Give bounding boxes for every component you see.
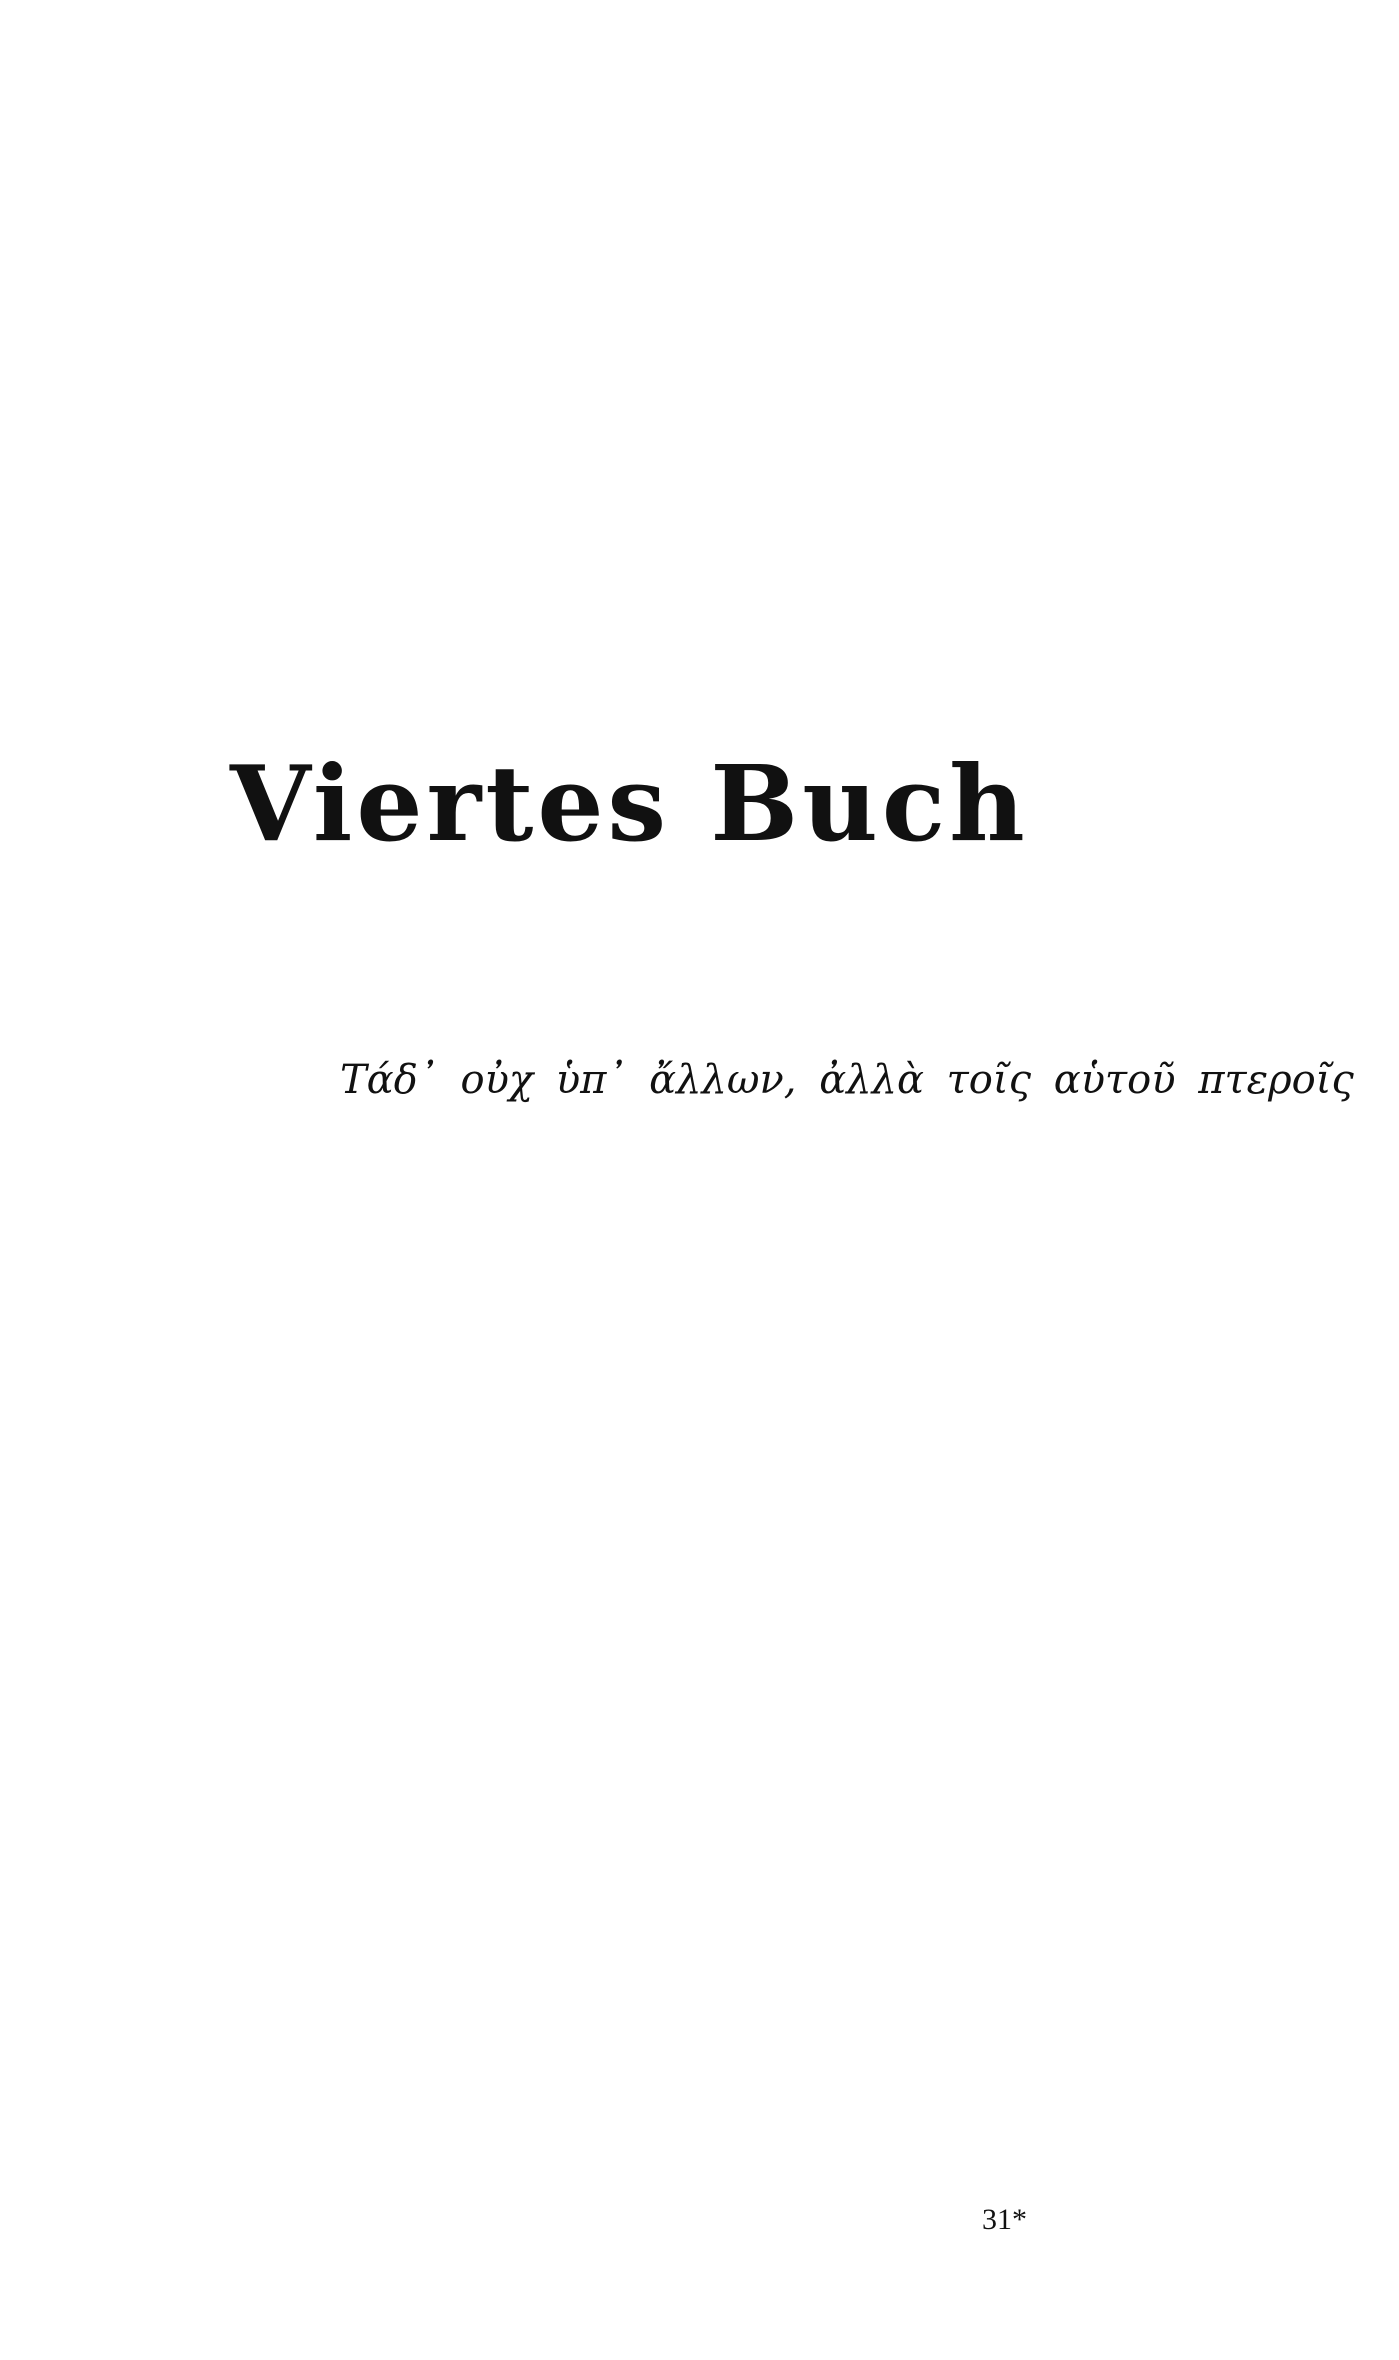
page-number: 31*	[982, 2203, 1027, 2236]
book-title-heading: Viertes Buch	[230, 742, 1029, 865]
greek-epigraph: Τάδ᾽ οὐχ ὑπ᾽ ἄλλων, ἀλλὰ τοῖς αὑτοῦ πτεροῖς	[340, 1057, 1354, 1103]
